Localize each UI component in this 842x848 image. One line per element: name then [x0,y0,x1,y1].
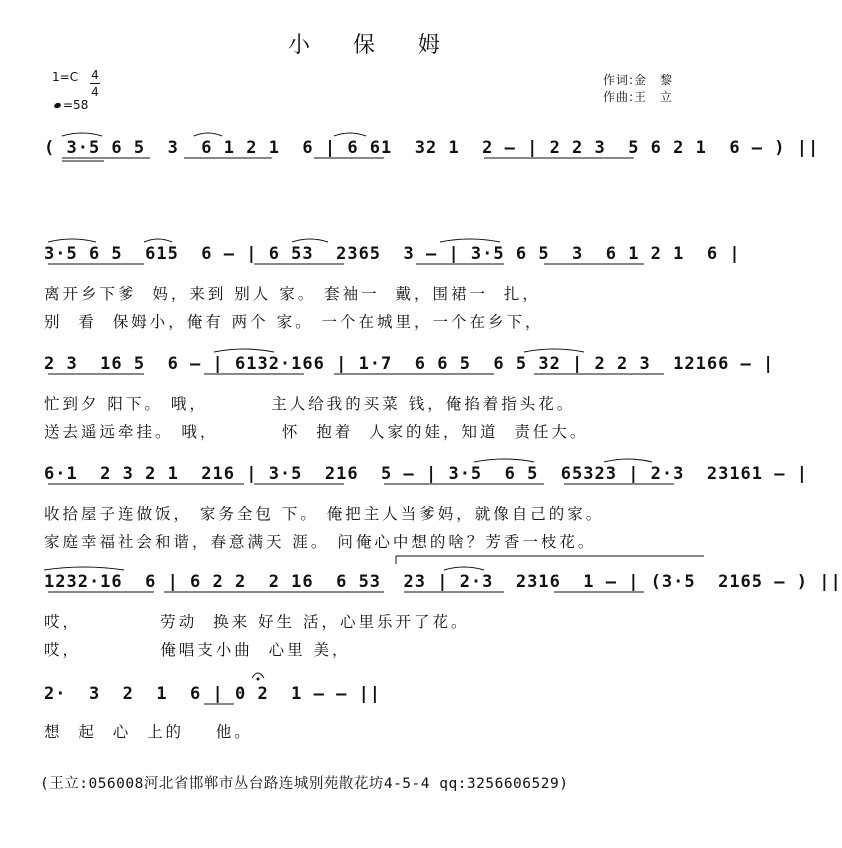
jianpu-notes: 2· 3 2 1 6 | 0 2 1 – – || [44,684,382,704]
jianpu-notes: ( 3·5 6 5 3 6 1 2 1 6 | 6 61 32 1 2 – | 2 2 3 5 6 2 1 6 – ) || [44,138,820,158]
time-signature-top: 4 [91,68,99,82]
lyric-verse2-line3: 家庭幸福社会和谐，春意满天 涯。 问俺心中想的啥？芳香一枝花。 [44,533,597,551]
quarter-note-icon [53,102,61,109]
notation-line-intro [44,134,820,164]
jianpu-notes: 1232·16 6 | 6 2 2 2 16 6 53 23 | 2·3 2316 1 – | (3·5 2165 – ) || [44,572,842,592]
song-title: 小 保 姆 [288,33,458,58]
jianpu-notes: 2 3 16 5 6 – | 6132·166 | 1·7 6 6 5 6 5 32 | 2 2 3 12166 – | [44,354,775,374]
notation-line-3 [44,460,808,490]
lyric-verse1-line2: 忙到夕 阳下。 哦， 主人给我的买菜 钱，俺掐着指头花。 [44,395,576,413]
lyric-verse2-line1: 别 看 保姆小，俺有 两个 家。 一个在城里，一个在乡下， [44,313,544,331]
lyric-ending: 想 起 心 上的 他。 [44,723,253,741]
tempo-marking: =58 [54,98,88,112]
notation-line-4 [44,568,842,598]
credits [603,72,673,106]
notation-line-5 [44,680,704,710]
time-signature [90,68,100,99]
lyric-verse1-line4: 哎， 劳动 换来 好生 活，心里乐开了花。 [44,613,470,631]
lyric-verse1-line3: 收拾屋子连做饭， 家务全包 下。 俺把主人当爹妈，就像自己的家。 [44,505,605,523]
jianpu-notes: 3·5 6 5 615 6 – | 6 53 2365 3 – | 3·5 6 5 3 6 1 2 1 6 | [44,244,741,264]
jianpu-notes: 6·1 2 3 2 1 216 | 3·5 216 5 – | 3·5 6 5 65323 | 2·3 23161 – | [44,464,808,484]
time-signature-bottom: 4 [91,85,99,99]
lyric-verse1-line1: 离开乡下爹 妈，来到 别人 家。 套袖一 戴，围裙一 扎， [44,285,541,303]
lyric-verse2-line2: 送去遥远牵挂。 哦， 怀 抱着 人家的娃，知道 责任大。 [44,423,589,441]
lyricist: 作词:金 黎 [603,73,674,87]
composer: 作曲:王 立 [603,90,674,104]
notation-line-1 [44,240,741,270]
key-signature: 1=C [52,70,79,84]
contact-footer: (王立:056008河北省邯郸市丛台路连城别苑散花坊4-5-4 qq:3256606529) [40,776,569,792]
notation-line-2 [44,350,775,380]
lyric-verse2-line4: 哎， 俺唱支小曲 心里 美， [44,641,351,659]
